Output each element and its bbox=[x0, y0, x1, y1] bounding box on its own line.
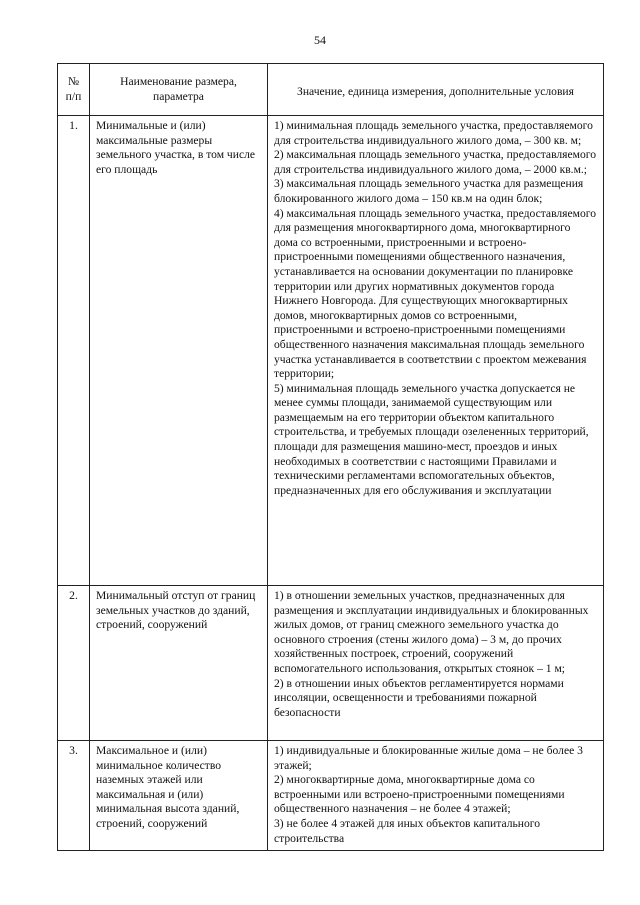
value-item: 3) не более 4 этажей для иных объектов капитального строительства bbox=[274, 816, 541, 845]
parameter-value bbox=[268, 741, 604, 851]
value-item: 1) в отношении земельных участков, предназначенных для размещения и эксплуатации индивидуальных и блокированных жилых домов, от границ смежного земельного участка до основного строения (стены жилого дома) – 3 м, до прочих хозяйственных построек, строений, сооружений вспомогательного использования, открытых стоянок – 1 м; bbox=[274, 589, 589, 675]
parameter-value bbox=[268, 116, 604, 586]
row-number: 2. bbox=[58, 586, 90, 741]
parameter-name: Минимальный отступ от границ земельных участков до зданий, строений, сооружений bbox=[90, 586, 268, 741]
parameter-name: Минимальные и (или) максимальные размеры земельного участка, в том числе его площадь bbox=[90, 116, 268, 586]
parameter-name: Максимальное и (или) минимальное количество наземных этажей или максимальная и (или) минимальная высота зданий, строений, сооружений bbox=[90, 741, 268, 851]
table-row bbox=[58, 741, 604, 851]
page-number: 54 bbox=[314, 33, 326, 47]
value-item: 2) в отношении иных объектов регламентируется нормами инсоляции, освещенности и требованиями пожарной безопасности bbox=[274, 676, 564, 719]
value-item: 4) максимальная площадь земельного участка, предоставляемого для размещения многоквартирного дома, многоквартирного дома со встроенными, пристроенными и встроено-пристроенными помещениями общественного назначения, устанавливается на основании документации по планировке территории или других нормативных документов города Нижнего Новгорода. Для существующих многоквартирных домов, многоквартирных домов со встроенными, пристроенными и встроено-пристроенными помещениями общественного назначения максимальная площадь земельного участка устанавливается в соответствии с проектом межевания территории; bbox=[274, 206, 597, 381]
value-item: 5) минимальная площадь земельного участка допускается не менее суммы площади, занимаемой существующим или размещаемым на его территории объектом капитального строительства, и требуемых площади озелененных территорий, площади для размещения машино-мест, проездов и иных необходимых в соответствии с настоящими Правилами и техническими регламентами вспомогательных объектов, предназначенных для его обслуживания и эксплуатации bbox=[274, 381, 589, 497]
row-number: 1. bbox=[58, 116, 90, 586]
header-parameter-name: Наименование размера, параметра bbox=[90, 64, 268, 116]
value-item: 2) многоквартирные дома, многоквартирные дома со встроенными или встроено-пристроенными помещениями общественного назначения – не более 4 этажей; bbox=[274, 773, 565, 816]
value-item: 1) индивидуальные и блокированные жилые дома – не более 3 этажей; bbox=[274, 744, 583, 772]
parameters-table bbox=[57, 63, 604, 851]
header-parameter-value: Значение, единица измерения, дополнительные условия bbox=[268, 64, 604, 116]
value-item: 1) минимальная площадь земельного участка, предоставляемого для строительства индивидуального жилого дома, – 300 кв. м; bbox=[274, 119, 593, 147]
value-item: 2) максимальная площадь земельного участка, предоставляемого для строительства индивидуального жилого дома, – 2000 кв.м.; bbox=[274, 148, 597, 176]
table-row bbox=[58, 586, 604, 741]
header-number bbox=[58, 64, 90, 116]
row-number: 3. bbox=[58, 741, 90, 851]
table-header-row bbox=[58, 64, 604, 116]
header-number-sign: № bbox=[67, 74, 80, 88]
table-row bbox=[58, 116, 604, 586]
value-item: 3) максимальная площадь земельного участка для размещения блокированного жилого дома – 150 кв.м на один блок; bbox=[274, 177, 584, 205]
header-number-abbr: п/п bbox=[65, 89, 82, 103]
parameter-value bbox=[268, 586, 604, 741]
